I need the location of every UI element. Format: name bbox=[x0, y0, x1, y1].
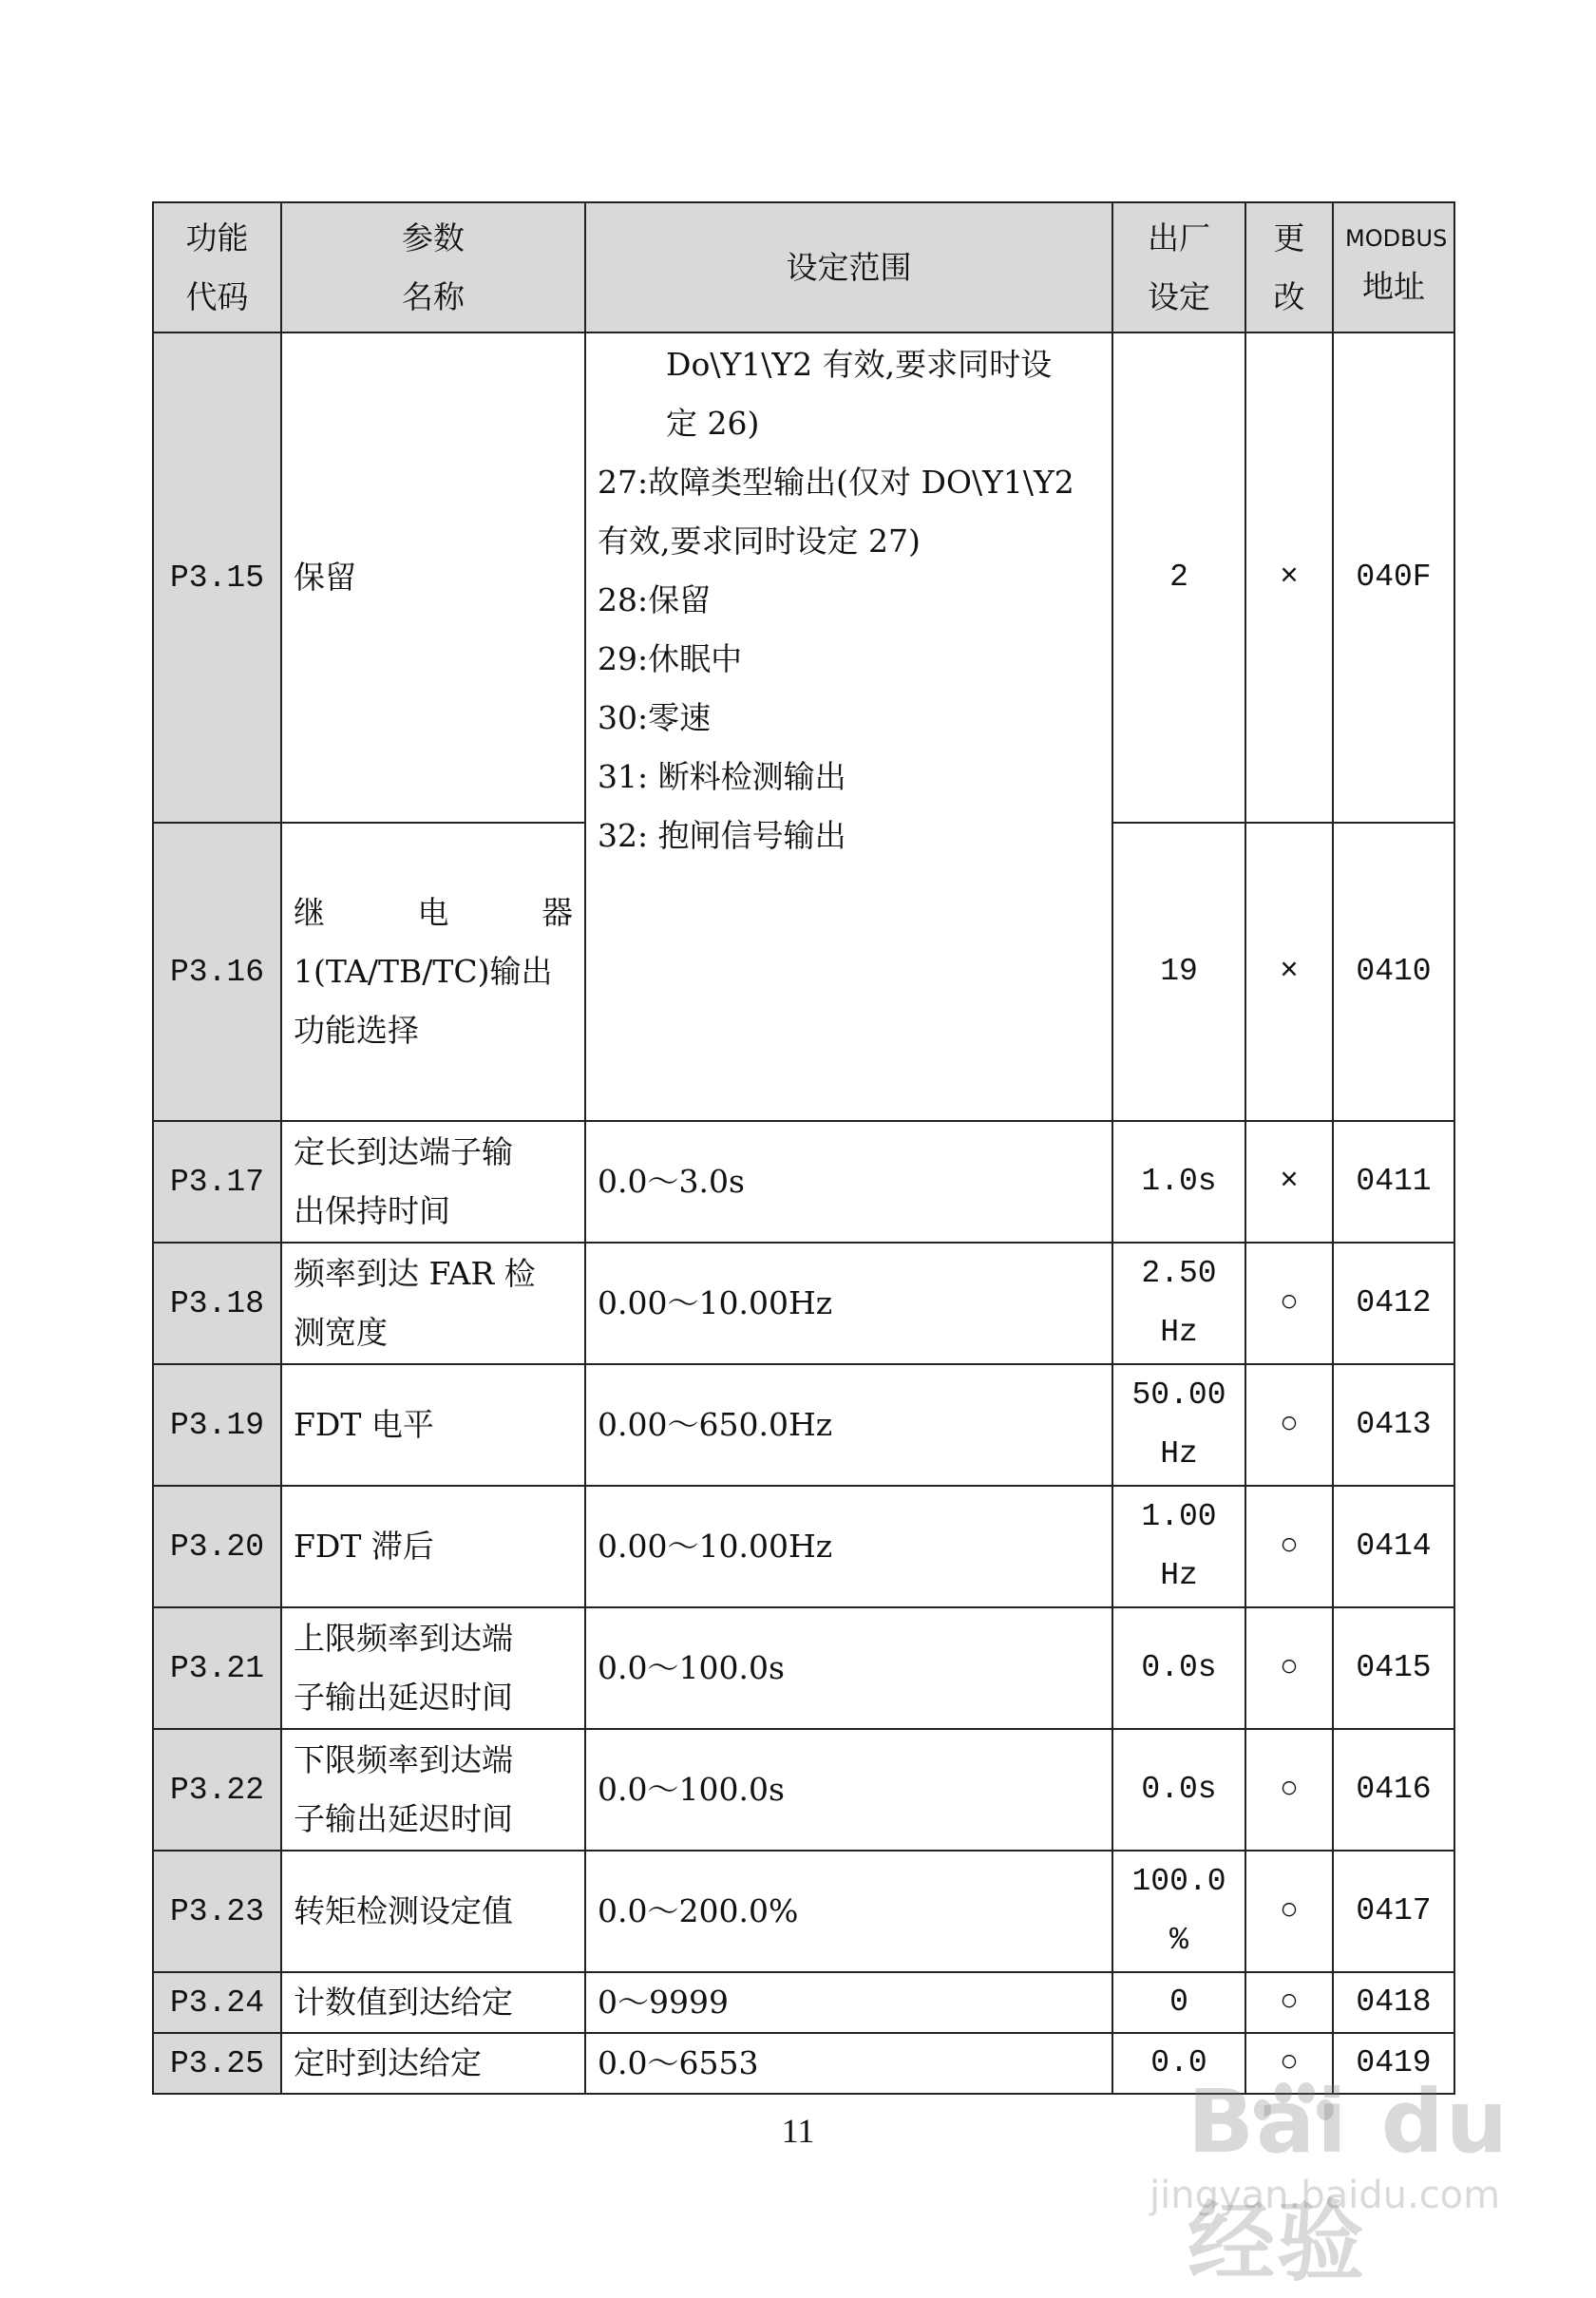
watermark-url: jingyan.baidu.com bbox=[1150, 2174, 1501, 2217]
param-change: × bbox=[1245, 1121, 1333, 1243]
param-change: ○ bbox=[1245, 1851, 1333, 1972]
param-name: 继 电 器 1(TA/TB/TC)输出 功能选择 bbox=[281, 823, 585, 1121]
param-default: 19 bbox=[1112, 823, 1245, 1121]
table-row bbox=[153, 1729, 1454, 1851]
param-change: ○ bbox=[1245, 1243, 1333, 1364]
param-default: 1.0s bbox=[1112, 1121, 1245, 1243]
table-row bbox=[153, 1243, 1454, 1364]
param-default: 100.0 % bbox=[1112, 1851, 1245, 1972]
param-change: ○ bbox=[1245, 1607, 1333, 1729]
param-default: 0.0s bbox=[1112, 1729, 1245, 1851]
param-modbus: 0417 bbox=[1333, 1851, 1454, 1972]
param-range: 0.0～6553 bbox=[585, 2033, 1112, 2094]
watermark-brand: Bai du 经验 bbox=[1188, 2071, 1510, 2293]
param-range-shared: Do\Y1\Y2 有效,要求同时设 定 26) 27:故障类型输出(仅对 DO\Y1\Y2 有效,要求同时设定 27) 28:保留 29:休眠中 30:零速 31: 断料检测输出 32: 抱闸信号输出 bbox=[585, 332, 1112, 1121]
param-change: × bbox=[1245, 823, 1333, 1121]
param-name: FDT 电平 bbox=[281, 1364, 585, 1486]
param-range: 0.00～650.0Hz bbox=[585, 1364, 1112, 1486]
param-change: ○ bbox=[1245, 1486, 1333, 1607]
param-range: 0.0～100.0s bbox=[585, 1607, 1112, 1729]
param-code: P3.24 bbox=[153, 1972, 281, 2033]
param-default: 0 bbox=[1112, 1972, 1245, 2033]
param-modbus: 0411 bbox=[1333, 1121, 1454, 1243]
parameter-table bbox=[152, 201, 1455, 2095]
header-name: 参数 名称 bbox=[281, 202, 585, 332]
table-row bbox=[153, 1486, 1454, 1607]
param-name: 保留 bbox=[281, 332, 585, 823]
param-modbus: 0412 bbox=[1333, 1243, 1454, 1364]
header-change: 更 改 bbox=[1245, 202, 1333, 332]
param-range: 0～9999 bbox=[585, 1972, 1112, 2033]
param-modbus: 0418 bbox=[1333, 1972, 1454, 2033]
table-row bbox=[153, 332, 1454, 823]
param-code: P3.17 bbox=[153, 1121, 281, 1243]
param-range: 0.0～200.0% bbox=[585, 1851, 1112, 1972]
param-code: P3.19 bbox=[153, 1364, 281, 1486]
header-range: 设定范围 bbox=[585, 202, 1112, 332]
param-modbus: 0415 bbox=[1333, 1607, 1454, 1729]
param-modbus: 0414 bbox=[1333, 1486, 1454, 1607]
param-modbus: 0419 bbox=[1333, 2033, 1454, 2094]
param-range: 0.00～10.00Hz bbox=[585, 1486, 1112, 1607]
param-default: 1.00 Hz bbox=[1112, 1486, 1245, 1607]
param-modbus: 0410 bbox=[1333, 823, 1454, 1121]
param-name: 转矩检测设定值 bbox=[281, 1851, 585, 1972]
param-name: 频率到达 FAR 检 测宽度 bbox=[281, 1243, 585, 1364]
param-name: 计数值到达给定 bbox=[281, 1972, 585, 2033]
param-code: P3.25 bbox=[153, 2033, 281, 2094]
header-default: 出厂 设定 bbox=[1112, 202, 1245, 332]
param-change: ○ bbox=[1245, 1729, 1333, 1851]
table-row bbox=[153, 1972, 1454, 2033]
param-code: P3.21 bbox=[153, 1607, 281, 1729]
param-default: 0.0s bbox=[1112, 1607, 1245, 1729]
param-code: P3.23 bbox=[153, 1851, 281, 1972]
param-range: 0.0～3.0s bbox=[585, 1121, 1112, 1243]
param-range: 0.00～10.00Hz bbox=[585, 1243, 1112, 1364]
param-name: 下限频率到达端 子输出延迟时间 bbox=[281, 1729, 585, 1851]
param-code: P3.18 bbox=[153, 1243, 281, 1364]
page-number: 11 bbox=[781, 2112, 815, 2150]
header-modbus: MODBUS 地址 bbox=[1333, 202, 1454, 332]
param-default: 0.0 bbox=[1112, 2033, 1245, 2094]
param-modbus: 0413 bbox=[1333, 1364, 1454, 1486]
param-name: 定时到达给定 bbox=[281, 2033, 585, 2094]
table-row bbox=[153, 1607, 1454, 1729]
param-default: 50.00 Hz bbox=[1112, 1364, 1245, 1486]
header-row bbox=[153, 202, 1454, 332]
param-change: ○ bbox=[1245, 1972, 1333, 2033]
param-code: P3.16 bbox=[153, 823, 281, 1121]
table-row bbox=[153, 1121, 1454, 1243]
param-name: FDT 滞后 bbox=[281, 1486, 585, 1607]
param-code: P3.15 bbox=[153, 332, 281, 823]
param-modbus: 0416 bbox=[1333, 1729, 1454, 1851]
param-change: ○ bbox=[1245, 1364, 1333, 1486]
param-range: 0.0～100.0s bbox=[585, 1729, 1112, 1851]
table-row bbox=[153, 1364, 1454, 1486]
param-name: 上限频率到达端 子输出延迟时间 bbox=[281, 1607, 585, 1729]
param-code: P3.20 bbox=[153, 1486, 281, 1607]
param-code: P3.22 bbox=[153, 1729, 281, 1851]
header-code: 功能 代码 bbox=[153, 202, 281, 332]
param-change: × bbox=[1245, 332, 1333, 823]
param-name: 定长到达端子输 出保持时间 bbox=[281, 1121, 585, 1243]
param-default: 2.50 Hz bbox=[1112, 1243, 1245, 1364]
param-modbus: 040F bbox=[1333, 332, 1454, 823]
param-change: ○ bbox=[1245, 2033, 1333, 2094]
table-row bbox=[153, 1851, 1454, 1972]
baidu-watermark bbox=[1130, 2071, 1530, 2293]
param-default: 2 bbox=[1112, 332, 1245, 823]
